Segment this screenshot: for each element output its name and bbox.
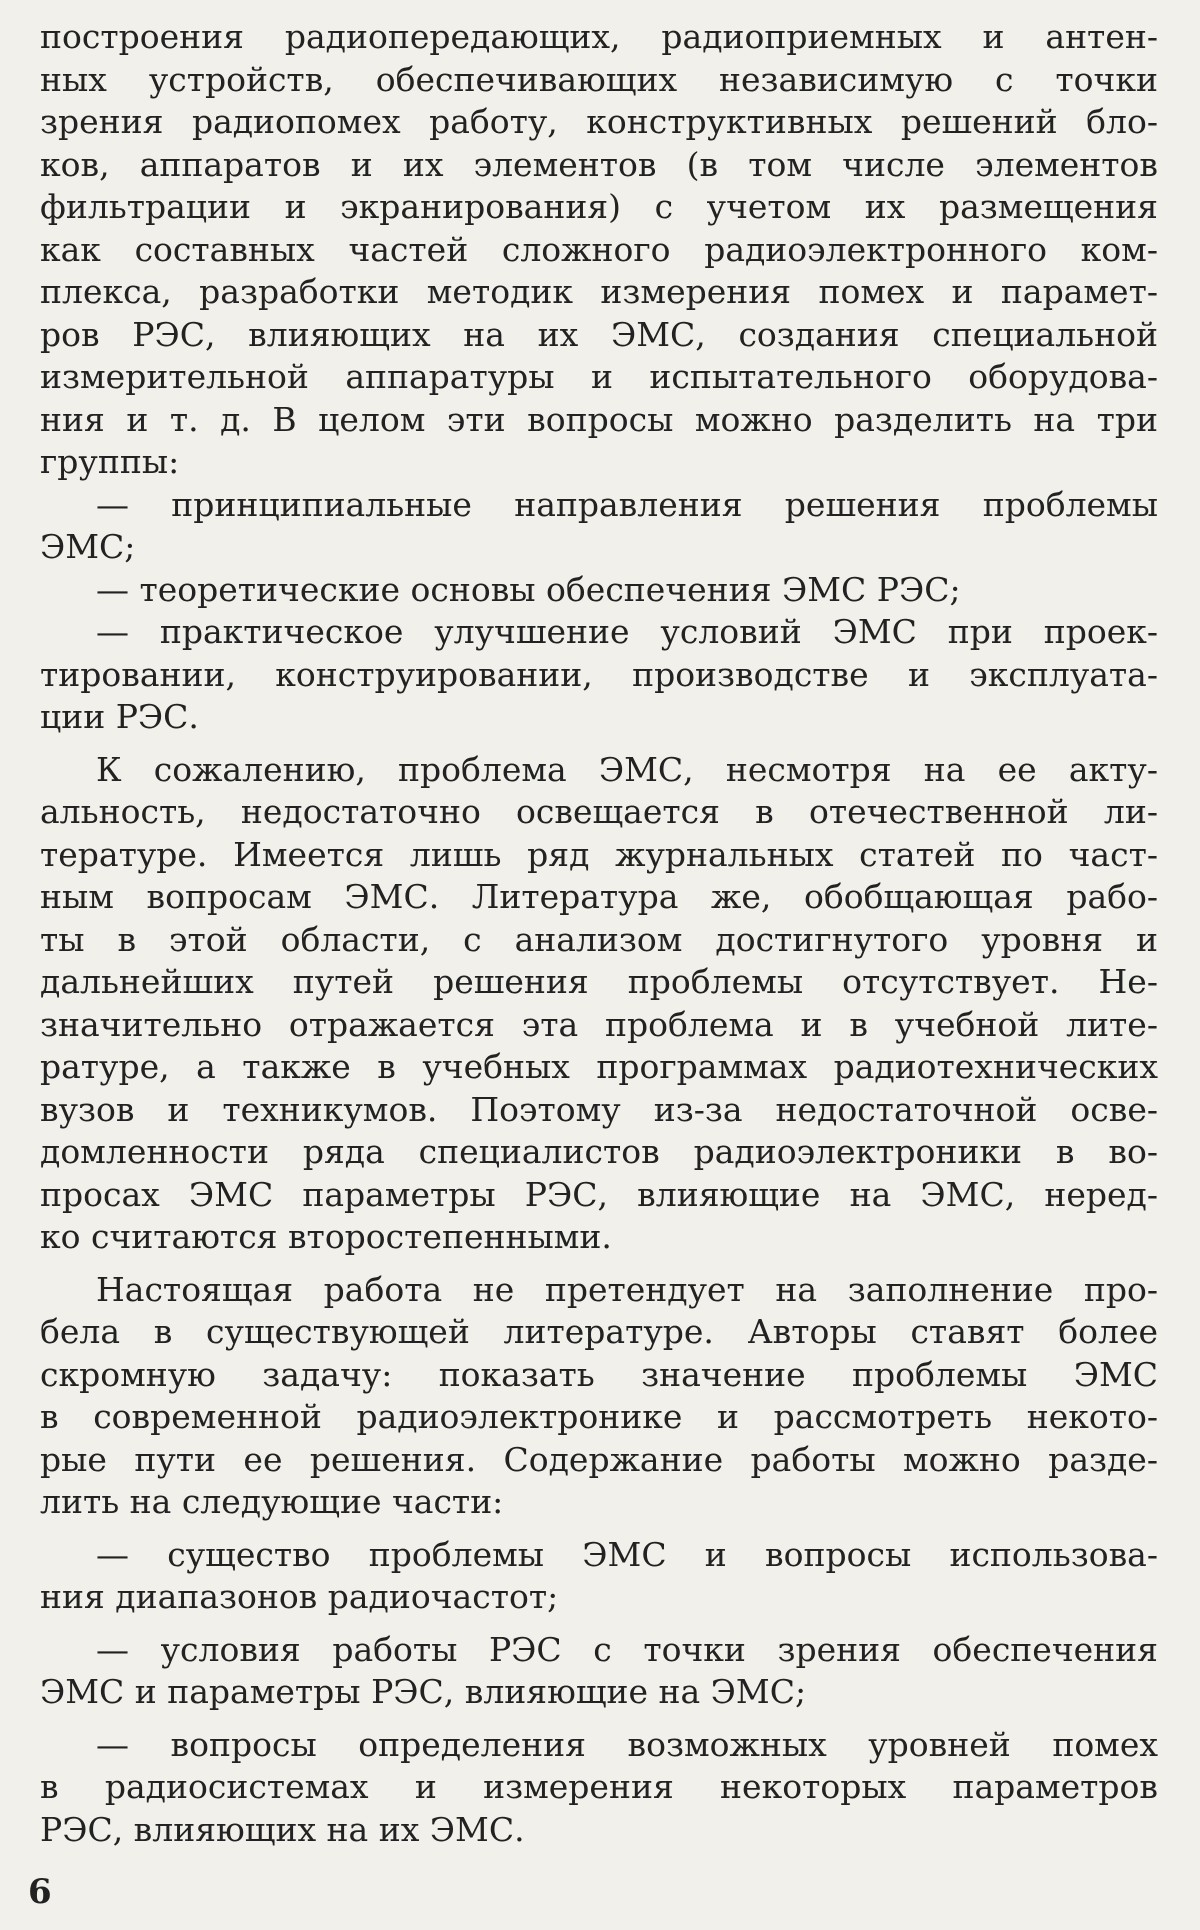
list-item-line: — теоретические основы обеспечения ЭМС РЭС; [96, 569, 961, 609]
list-item-line: — принципиальные направления решения проблемы [96, 484, 1158, 524]
paragraph-first-line: Настоящая работа не претендует на заполнение про- [96, 1269, 1158, 1309]
text-line: тировании, конструировании, производстве и эксплуата- [40, 654, 1158, 694]
text-line: группы: [40, 442, 180, 481]
text-line: ков, аппаратов и их элементов (в том числе элементов [40, 144, 1158, 184]
text-line: ным вопросам ЭМС. Литература же, обобщающая рабо- [40, 877, 1158, 916]
text-line: домленности ряда специалистов радиоэлектроники в во- [40, 1132, 1158, 1171]
text-line: ЭМС и параметры РЭС, влияющие на ЭМС; [40, 1672, 807, 1711]
paragraph-gap [40, 1524, 1158, 1534]
text-line: как составных частей сложного радиоэлектронного ком- [40, 229, 1158, 269]
list-item-line: — практическое улучшение условий ЭМС при проек- [96, 612, 1158, 651]
text-line: альность, недостаточно освещается в отечественной ли- [40, 792, 1158, 831]
text-line: построения радиопередающих, радиоприемных и антен- [40, 17, 1158, 56]
text-line: ты в этой области, с анализом достигнутого уровня и [40, 919, 1158, 959]
paragraph-first-line: К сожалению, проблема ЭМС, несмотря на ее акту- [96, 749, 1158, 789]
text-line: плекса, разработки методик измерения помех и парамет- [40, 272, 1158, 311]
text-line: измерительной аппаратуры и испытательного оборудова- [40, 357, 1158, 396]
text-line: просах ЭМС параметры РЭС, влияющие на ЭМС, неред- [40, 1174, 1158, 1214]
list-item-line: — существо проблемы ЭМС и вопросы использова- [96, 1534, 1158, 1574]
text-line: дальнейших путей решения проблемы отсутствует. Не- [40, 962, 1158, 1001]
text-line: зрения радиопомех работу, конструктивных решений бло- [40, 102, 1158, 141]
text-line: фильтрации и экранирования) с учетом их размещения [40, 187, 1158, 226]
text-line: ЭМС; [40, 527, 136, 566]
list-item-line: — вопросы определения возможных уровней помех [96, 1724, 1158, 1764]
text-line: значительно отражается эта проблема и в учебной лите- [40, 1004, 1158, 1044]
text-line: ных устройств, обеспечивающих независимую с точки [40, 59, 1158, 99]
text-line: ния и т. д. В целом эти вопросы можно разделить на три [40, 399, 1158, 439]
text-line: в радиосистемах и измерения некоторых параметров [40, 1767, 1158, 1806]
paragraph-gap [40, 1259, 1158, 1269]
text-line: ния диапазонов радиочастот; [40, 1577, 559, 1616]
text-line: скромную задачу: показать значение проблемы ЭМС [40, 1354, 1158, 1394]
text-line: ции РЭС. [40, 697, 199, 736]
paragraph-gap [40, 1619, 1158, 1629]
paragraph-gap [40, 739, 1158, 749]
text-line: РЭС, влияющих на их ЭМС. [40, 1809, 525, 1849]
text-line: в современной радиоэлектронике и рассмотреть некото- [40, 1397, 1158, 1436]
text-line: рые пути ее решения. Содержание работы можно разде- [40, 1439, 1158, 1479]
text-line: лить на следующие части: [40, 1482, 504, 1521]
page-number: 6 [28, 1872, 52, 1912]
text-line: вузов и техникумов. Поэтому из-за недостаточной осве- [40, 1089, 1158, 1129]
text-line: тературе. Имеется лишь ряд журнальных статей по част- [40, 834, 1158, 874]
text-line: ко считаются второстепенными. [40, 1217, 612, 1256]
list-item-line: — условия работы РЭС с точки зрения обеспечения [96, 1629, 1158, 1669]
text-line: ратуре, а также в учебных программах радиотехнических [40, 1047, 1158, 1086]
paragraph-gap [40, 1714, 1158, 1724]
text-line: ров РЭС, влияющих на их ЭМС, создания специальной [40, 314, 1158, 354]
text-line: бела в существующей литературе. Авторы ставят более [40, 1312, 1158, 1351]
